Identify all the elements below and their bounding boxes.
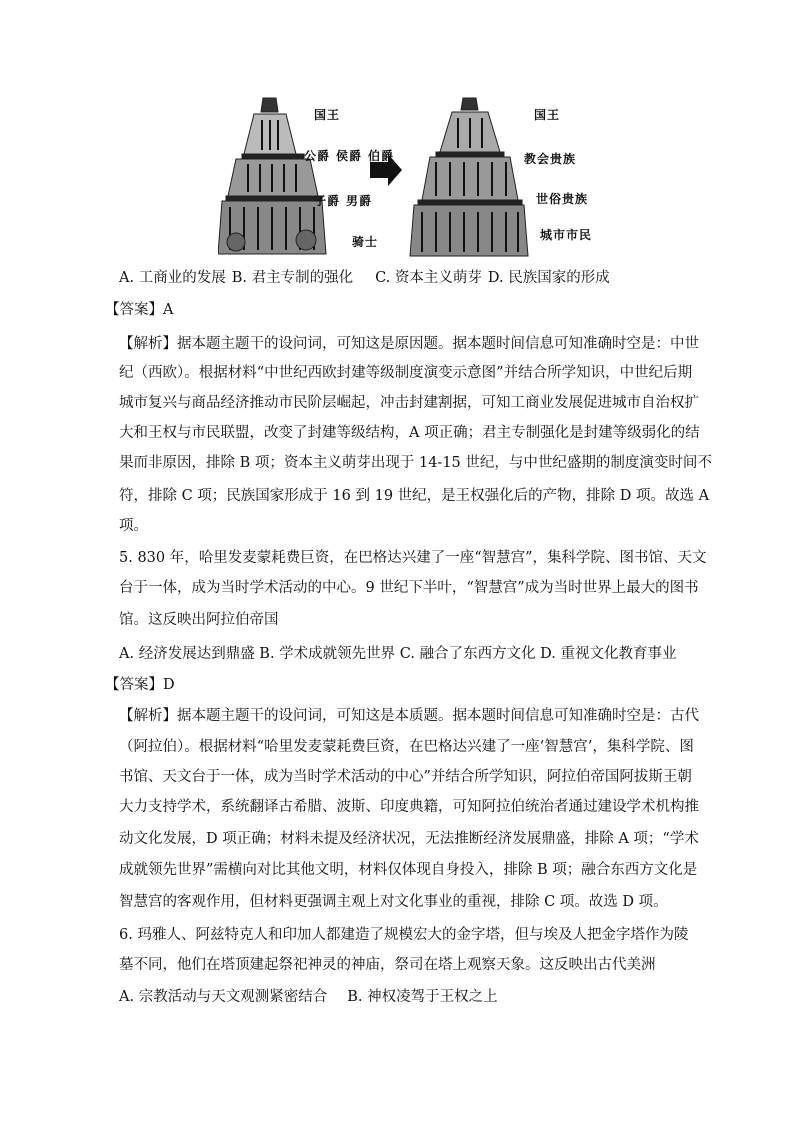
label-secular-nobles: 世俗贵族	[536, 192, 589, 206]
q6-stem-line: 6. 玛雅人、阿兹特克人和印加人都建造了规模宏大的金字塔，但与埃及人把金字塔作为陵	[119, 927, 689, 943]
label-clergy-nobles: 教会贵族	[524, 152, 577, 166]
label-earl: 伯爵	[368, 149, 395, 163]
q4-analysis-line: 果而非原因，排除 B 项；资本主义萌芽出现于 14-15 世纪，与中世纪盛期的制度演变时间不	[119, 455, 712, 471]
q5-analysis-line: 书馆、天文台于一体，成为当时学术活动的中心”并结合所学知识，阿拉伯帝国阿拔斯王朝	[119, 769, 692, 785]
q4-analysis-line: 大和王权与市民联盟，改变了封建等级结构，A 项正确；君主专制强化是封建等级弱化的结	[119, 425, 700, 441]
q5-answer: 【答案】D	[105, 677, 175, 693]
label-duke: 公爵	[304, 149, 331, 163]
label-king-right: 国王	[534, 108, 561, 122]
q4-option-d: D. 民族国家的形成	[487, 270, 610, 286]
q4-answer: 【答案】A	[105, 302, 174, 318]
label-baron: 男爵	[346, 194, 373, 208]
q4-options	[119, 268, 679, 288]
q6-options	[119, 987, 679, 1007]
q4-analysis-line: 【解析】据本题主题干的设问词，可知这是原因题。据本题时间信息可知准确时空是：中世	[119, 336, 699, 352]
q5-stem-line: 台于一体，成为当时学术活动的中心。9 世纪下半叶，“智慧宫”成为当时世界上最大的图书	[119, 580, 699, 596]
label-citizens: 城市市民	[540, 228, 593, 242]
q5-stem-line: 馆。这反映出阿拉伯帝国	[119, 612, 279, 628]
q5-analysis-line: 智慧宫的客观作用，但材料更强调主观上对文化事业的重视，排除 C 项。故选 D 项。	[119, 894, 668, 910]
hierarchy-figure	[218, 92, 628, 260]
q5-analysis-line: 成就领先世界”需横向对比其他文明，材料仅体现自身投入，排除 B 项；融合东西方文化是	[119, 862, 698, 878]
q4-option-c: C. 资本主义萌芽	[375, 270, 482, 286]
label-king-left: 国王	[314, 108, 341, 122]
q4-analysis-line: 符，排除 C 项；民族国家形成于 16 到 19 世纪，是王权强化后的产物，排除 D 项。故选 A	[119, 488, 710, 504]
q4-analysis-line: 纪（西欧）。根据材料“中世纪西欧封建等级制度演变示意图”并结合所学知识，中世纪后期	[119, 365, 693, 381]
q5-analysis-line: 动文化发展，D 项正确；材料未提及经济状况，无法推断经济发展鼎盛，排除 A 项；“学术	[119, 831, 699, 847]
q6-option-a: A. 宗教活动与天文观测紧密结合	[119, 989, 328, 1005]
q5-stem-line: 5. 830 年，哈里发麦蒙耗费巨资，在巴格达兴建了一座“智慧宫”，集科学院、图书馆、天文	[119, 550, 707, 566]
q4-analysis-line: 城市复兴与商品经济推动市民阶层崛起，冲击封建割据，可知工商业发展促进城市自治权扩	[119, 395, 699, 411]
q4-analysis-line: 项。	[119, 518, 148, 534]
label-viscount: 子爵	[314, 194, 341, 208]
label-marquis: 侯爵	[336, 149, 363, 163]
right-pyramid	[410, 98, 528, 256]
q4-option-a: A. 工商业的发展	[119, 270, 226, 286]
q6-stem-line: 墓不同，他们在塔顶建起祭祀神灵的神庙，祭司在塔上观察天象。这反映出古代美洲	[119, 957, 656, 973]
q5-options: A. 经济发展达到鼎盛 B. 学术成就领先世界 C. 融合了东西方文化 D. 重视文化教育事业	[119, 646, 677, 662]
q5-analysis-line: （阿拉伯）。根据材料“哈里发麦蒙耗费巨资，在巴格达兴建了一座‘智慧宫’，集科学院、图	[119, 739, 694, 755]
label-knight: 骑士	[352, 235, 379, 249]
q6-option-b: B. 神权凌驾于王权之上	[347, 989, 498, 1005]
q5-analysis-line: 大力支持学术，系统翻译古希腊、波斯、印度典籍，可知阿拉伯统治者通过建设学术机构推	[119, 799, 699, 815]
left-pyramid	[218, 98, 326, 254]
q4-option-b: B. 君主专制的强化	[231, 270, 354, 286]
q5-analysis-line: 【解析】据本题主题干的设问词，可知这是本质题。据本题时间信息可知准确时空是：古代	[119, 708, 699, 724]
